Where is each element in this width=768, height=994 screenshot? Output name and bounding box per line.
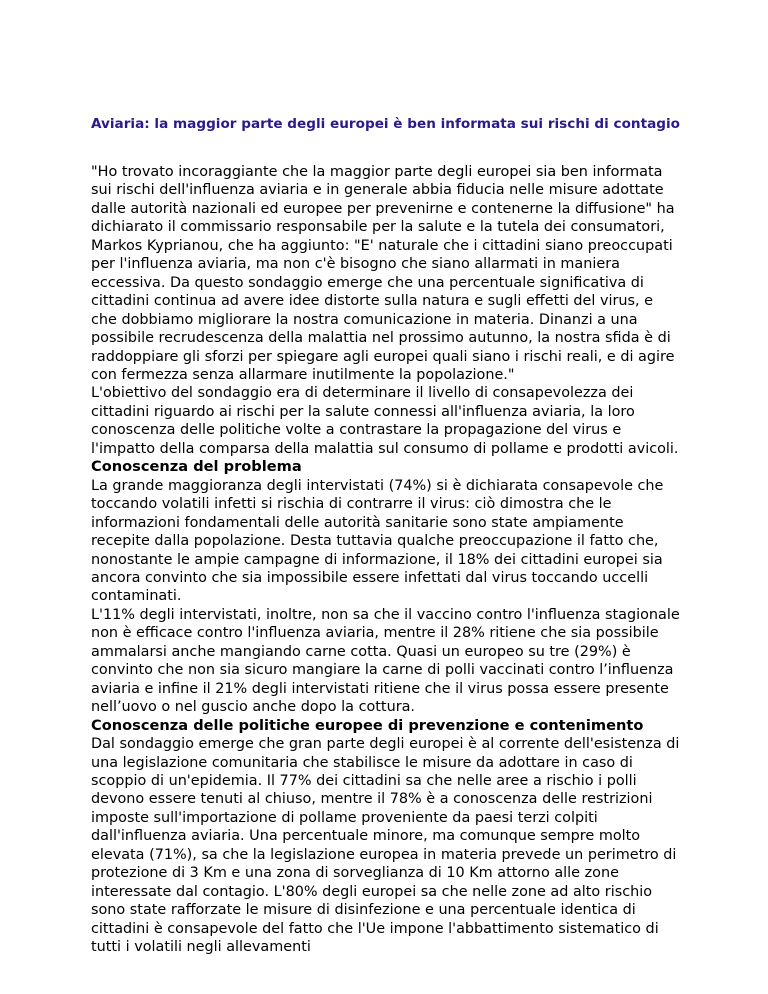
section-heading-problem: Conoscenza del problema: [91, 458, 302, 476]
article-title: Aviaria: la maggior parte degli europei è ben informata sui rischi di contagio: [91, 116, 680, 132]
document-page: [91, 114, 683, 956]
body-paragraph-objective: L'obiettivo del sondaggio era di determinare il livello di consapevolezza dei cittadini riguardo ai rischi per la salute connessi all'influenza aviaria, la loro conoscenza delle politiche volte a contrastare la propagazione del virus e l'impatto della comparsa della malattia sul consumo di pollame e prodotti avicoli.: [91, 385, 679, 457]
body-paragraph-legislation: Dal sondaggio emerge che gran parte degli europei è al corrente dell'esistenza di una legislazione comunitaria che stabilisce le misure da adottare in caso di scoppio di un'epidemia. Il 77% dei cittadini sa che nelle aree a rischio i polli devono essere tenuti al chiuso, mentre il 78% è a conoscenza delle restrizioni imposte sull'importazione di pollame proveniente da paesi terzi colpiti dall'influenza aviaria. Una percentuale minore, ma comunque sempre molto elevata (71%), sa che la legislazione europea in materia prevede un perimetro di protezione di 3 Km e una zona di sorveglianza di 10 Km attorno alle zone interessate dal contagio. L'80% degli europei sa che nelle zone ad alto rischio sono state rafforzate le misure di disinfezione e una percentuale identica di cittadini è consapevole del fatto che l'Ue impone l'abbattimento sistematico di tutti i volatili negli allevamenti: [91, 736, 680, 956]
section-heading-policies: Conoscenza delle politiche europee di prevenzione e contenimento: [91, 716, 644, 734]
body-paragraph-awareness: La grande maggioranza degli intervistati (74%) si è dichiarata consapevole che toccando volatili infetti si rischia di contrarre il virus: ciò dimostra che le informazioni fondamentali delle autorità sanitarie sono state ampiamente recepite dalla popolazione. Desta tuttavia qualche preoccupazione il fatto che, nonostante le ampie campagne di informazione, il 18% dei cittadini europei sia ancora convinto che sia impossibile essere infettati dal virus toccando uccelli contaminati.: [91, 477, 664, 605]
body-paragraph-quote: "Ho trovato incoraggiante che la maggior parte degli europei sia ben informata sui rischi dell'influenza aviaria e in generale abbia fiducia nelle misure adottate dalle autorità nazionali ed europee per prevenirne e contenerne la diffusione" ha dichiarato il commissario responsabile per la salute e la tutela dei consumatori, Markos Kyprianou, che ha aggiunto: "E' naturale che i cittadini siano preoccupati per l'influenza aviaria, ma non c'è bisogno che siano allarmati in maniera eccessiva. Da questo sondaggio emerge che una percentuale significativa di cittadini continua ad avere idee distorte sulla natura e sugli effetti del virus, e che dobbiamo migliorare la nostra comunicazione in materia. Dinanzi a una possibile recrudescenza della malattia nel prossimo autunno, la nostra sfida è di raddoppiare gli sforzi per spiegare agli europei quali siano i rischi reali, e di agire con fermezza senza allarmare inutilmente la popolazione.": [91, 164, 675, 383]
body-paragraph-misconceptions: L'11% degli intervistati, inoltre, non sa che il vaccino contro l'influenza stagionale non è efficace contro l'influenza aviaria, mentre il 28% ritiene che sia possibile ammalarsi anche mangiando carne cotta. Quasi un europeo su tre (29%) è convinto che non sia sicuro mangiare la carne di polli vaccinati contro l’influenza aviaria e infine il 21% degli intervistati ritiene che il virus possa essere presente nell’uovo o nel guscio anche dopo la cottura.: [91, 606, 680, 716]
